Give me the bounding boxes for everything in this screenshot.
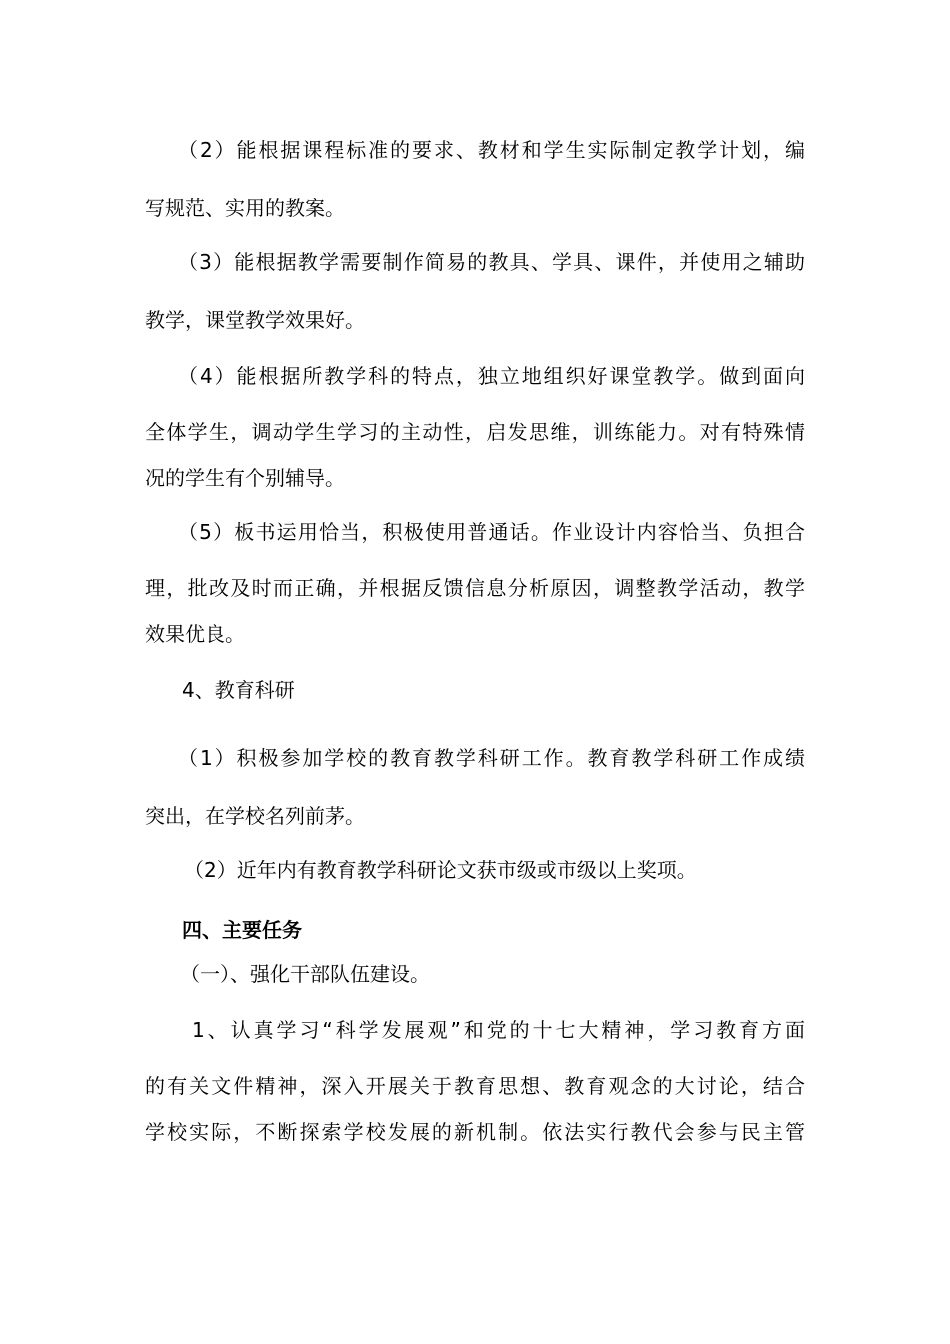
text-line: 1、认真学习“科学发展观”和党的十七大精神，学习教育方面 xyxy=(192,1018,808,1042)
text-line: 理，批改及时而正确，并根据反馈信息分析原因，调整教学活动，教学 xyxy=(145,576,807,600)
text-line: 突出，在学校名列前茅。 xyxy=(145,804,365,828)
section-title: 四、主要任务 xyxy=(182,918,302,942)
text-line: 教学，课堂教学效果好。 xyxy=(145,308,365,332)
text-line: （4）能根据所教学科的特点，独立地组织好课堂教学。做到面向 xyxy=(178,364,807,388)
text-line: （5）板书运用恰当，积极使用普通话。作业设计内容恰当、负担合 xyxy=(178,520,807,544)
text-line: （2）近年内有教育教学科研论文获市级或市级以上奖项。 xyxy=(184,858,697,882)
text-line: 全体学生，调动学生学习的主动性，启发思维，训练能力。对有特殊情 xyxy=(145,420,807,444)
text-line: （3）能根据教学需要制作简易的教具、学具、课件，并使用之辅助 xyxy=(178,250,807,274)
text-line: 写规范、实用的教案。 xyxy=(145,196,345,220)
text-line: 学校实际，不断探索学校发展的新机制。依法实行教代会参与民主管 xyxy=(145,1120,808,1144)
text-line: （1）积极参加学校的教育教学科研工作。教育教学科研工作成绩 xyxy=(178,746,807,770)
section-heading: 4、教育科研 xyxy=(182,678,295,702)
text-line: 效果优良。 xyxy=(145,622,245,646)
text-line: 况的学生有个别辅导。 xyxy=(145,466,345,490)
subsection-heading: （一）、强化干部队伍建设。 xyxy=(180,962,430,986)
text-line: 的有关文件精神，深入开展关于教育思想、教育观念的大讨论，结合 xyxy=(145,1074,808,1098)
text-line: （2）能根据课程标准的要求、教材和学生实际制定教学计划，编 xyxy=(178,138,807,162)
